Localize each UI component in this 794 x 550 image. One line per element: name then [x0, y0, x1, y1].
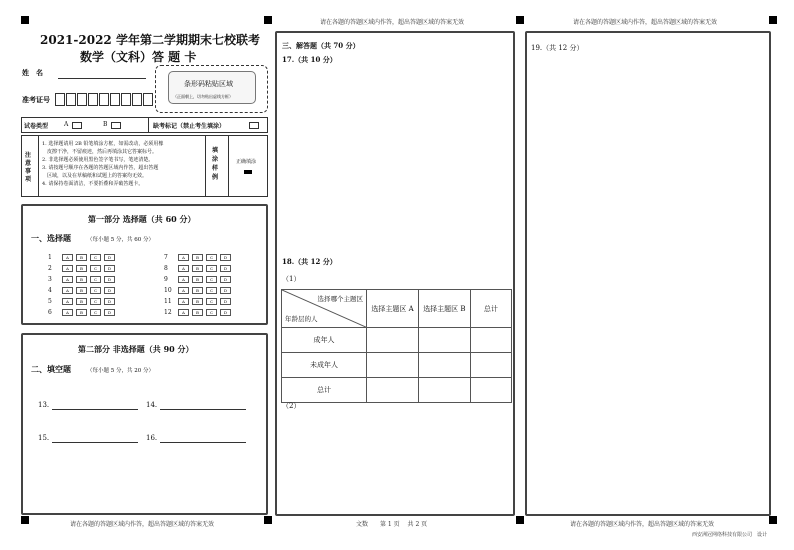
option-c-bubble[interactable]: C — [90, 309, 101, 316]
option-b-bubble[interactable]: B — [76, 298, 87, 305]
registration-mark — [516, 16, 524, 24]
bottom-notice: 请在各题的答题区域内作答，超出答题区域的答案无效 — [570, 521, 715, 528]
option-b-bubble[interactable]: B — [76, 265, 87, 272]
question-number: 8 — [164, 265, 168, 272]
option-b-bubble[interactable]: B — [192, 298, 203, 305]
option-a-bubble[interactable]: A — [178, 276, 189, 283]
option-b-bubble[interactable]: B — [76, 254, 87, 261]
option-d-bubble[interactable]: D — [220, 276, 231, 283]
q18-part1-label: （1） — [282, 275, 301, 283]
table-row-label: 成年人 — [282, 328, 367, 353]
option-b-bubble[interactable]: B — [192, 309, 203, 316]
registration-mark — [516, 516, 524, 524]
choice-question-row — [164, 309, 234, 316]
table-header: 总计 — [470, 290, 511, 328]
registration-mark — [264, 516, 272, 524]
option-a-bubble[interactable]: A — [62, 276, 73, 283]
q18-answer-area[interactable] — [280, 412, 510, 512]
question-number: 11 — [164, 298, 172, 305]
registration-mark — [769, 16, 777, 24]
option-d-bubble[interactable]: D — [220, 287, 231, 294]
absent-box[interactable] — [249, 122, 259, 129]
page-info: 文数 第 1 页 共 2 页 — [356, 521, 428, 528]
top-notice: 请在各题的答题区域内作答，超出答题区域的答案无效 — [320, 19, 465, 26]
choice-question-row — [164, 287, 234, 294]
table-cell[interactable] — [367, 378, 419, 403]
option-c-bubble[interactable]: C — [90, 276, 101, 283]
option-d-bubble[interactable]: D — [104, 265, 115, 272]
option-d-bubble[interactable]: D — [220, 265, 231, 272]
option-a-bubble[interactable]: A — [178, 298, 189, 305]
part1-title: 第一部分 选择题（共 60 分） — [88, 214, 196, 224]
choice-question-row — [48, 254, 118, 261]
instruction-item: 皮擦干净，不留痕迹，然后再填涂其它答案标号。 — [42, 149, 158, 155]
option-a-bubble[interactable]: A — [62, 265, 73, 272]
option-d-bubble[interactable]: D — [220, 254, 231, 261]
fill-section-note: （每小题 5 分，共 20 分） — [87, 368, 154, 374]
table-header: 选择主题区 B — [418, 290, 470, 328]
table-corner-top: 选择哪个主题区 — [317, 295, 364, 303]
question-number: 2 — [48, 265, 52, 272]
question-number: 1 — [48, 254, 52, 261]
option-c-bubble[interactable]: C — [90, 298, 101, 305]
option-d-bubble[interactable]: D — [104, 309, 115, 316]
choice-question-row — [48, 265, 118, 272]
paper-type-label: 试卷类型 — [24, 123, 49, 130]
choice-section-note: （每小题 5 分，共 60 分） — [87, 237, 154, 243]
option-c-bubble[interactable]: C — [90, 265, 101, 272]
q13-label: 13. — [38, 401, 50, 409]
option-b-bubble[interactable]: B — [76, 309, 87, 316]
table-corner-cell — [282, 290, 367, 328]
instruction-item: 区域，以及在草稿纸和试题上的答案均无效。 — [42, 173, 148, 179]
table-cell[interactable] — [418, 378, 470, 403]
name-label: 姓 名 — [22, 68, 43, 77]
option-a-bubble[interactable]: A — [62, 298, 73, 305]
paper-type-a-box[interactable] — [72, 122, 82, 129]
choice-question-row — [48, 309, 118, 316]
paper-type-b-label: B — [103, 121, 108, 128]
option-d-bubble[interactable]: D — [104, 287, 115, 294]
divider — [205, 135, 206, 197]
exam-id-label: 准考证号 — [22, 95, 50, 104]
instruction-item: 3. 请按题号顺序在各题的答题区域内作答，超出答题 — [42, 165, 159, 171]
choice-question-row — [48, 298, 118, 305]
q15-label: 15. — [38, 434, 50, 442]
q17-answer-area[interactable] — [280, 66, 510, 252]
choice-question-row — [164, 254, 234, 261]
top-notice: 请在各题的答题区域内作答，超出答题区域的答案无效 — [573, 19, 718, 26]
contingency-table — [281, 289, 512, 403]
choice-question-row — [164, 276, 234, 283]
table-row-label: 总计 — [282, 378, 367, 403]
option-a-bubble[interactable]: A — [62, 287, 73, 294]
instructions-label: 注意事项 — [25, 152, 32, 183]
choice-question-row — [48, 276, 118, 283]
paper-type-row — [21, 117, 268, 133]
option-d-bubble[interactable]: D — [220, 309, 231, 316]
table-cell[interactable] — [367, 353, 419, 378]
exam-id-boxes[interactable] — [55, 91, 154, 110]
paper-type-b-box[interactable] — [111, 122, 121, 129]
correct-fill-label: 正确填涂 — [236, 159, 257, 165]
choice-question-row — [164, 265, 234, 272]
option-c-bubble[interactable]: C — [206, 298, 217, 305]
choice-question-row — [164, 298, 234, 305]
registration-mark — [264, 16, 272, 24]
option-d-bubble[interactable]: D — [220, 298, 231, 305]
option-b-bubble[interactable]: B — [192, 265, 203, 272]
filled-sample-mark — [244, 170, 252, 174]
option-c-bubble[interactable]: C — [206, 309, 217, 316]
question-number: 9 — [164, 276, 168, 283]
q18-part2-label: （2） — [282, 402, 301, 410]
table-cell[interactable] — [367, 328, 419, 353]
option-b-bubble[interactable]: B — [192, 287, 203, 294]
table-cell[interactable] — [470, 378, 511, 403]
divider — [228, 135, 229, 197]
table-cell[interactable] — [418, 353, 470, 378]
question-number: 3 — [48, 276, 52, 283]
question-number: 10 — [164, 287, 172, 294]
footer-credit: 西安洲冠网络科技有限公司 设计 — [692, 532, 768, 538]
option-c-bubble[interactable]: C — [90, 287, 101, 294]
barcode-title: 条形码粘贴区域 — [184, 80, 233, 88]
option-c-bubble[interactable]: C — [206, 265, 217, 272]
exam-title: 2021-2022 学年第二学期期末七校联考 — [40, 33, 260, 47]
fill-section-title: 二、填空题 — [31, 364, 71, 374]
table-header: 选择主题区 A — [367, 290, 419, 328]
choice-section-title: 一、选择题 — [31, 233, 71, 243]
option-c-bubble[interactable]: C — [206, 276, 217, 283]
question-number: 6 — [48, 309, 52, 316]
option-c-bubble[interactable]: C — [206, 254, 217, 261]
instruction-item: 1. 选择题请用 2B 铅笔填涂方框，如需改动，必须用橡 — [42, 141, 164, 147]
registration-mark — [21, 516, 29, 524]
option-a-bubble[interactable]: A — [178, 287, 189, 294]
part2-box — [21, 333, 268, 515]
table-row-label: 未成年人 — [282, 353, 367, 378]
registration-mark — [21, 16, 29, 24]
answer-section-title: 三、解答题（共 70 分） — [282, 41, 360, 50]
q15-answer-line[interactable] — [52, 442, 138, 443]
q17-title: 17.（共 10 分） — [282, 55, 337, 64]
barcode-note: （正面朝上，切勿贴出虚线方框） — [173, 94, 233, 99]
option-b-bubble[interactable]: B — [192, 254, 203, 261]
option-a-bubble[interactable]: A — [62, 309, 73, 316]
option-b-bubble[interactable]: B — [76, 287, 87, 294]
q19-title: 19.（共 12 分） — [531, 44, 584, 52]
option-a-bubble[interactable]: A — [178, 254, 189, 261]
fill-sample-label: 填涂样例 — [212, 147, 219, 181]
option-a-bubble[interactable]: A — [178, 309, 189, 316]
q14-answer-line[interactable] — [160, 409, 246, 410]
option-b-bubble[interactable]: B — [192, 276, 203, 283]
q19-answer-area[interactable] — [530, 56, 766, 511]
question-number: 12 — [164, 309, 172, 316]
bottom-notice: 请在各题的答题区域内作答，超出答题区域的答案无效 — [70, 521, 215, 528]
option-c-bubble[interactable]: C — [206, 287, 217, 294]
table-cell[interactable] — [470, 328, 511, 353]
table-corner-bottom: 年龄层的人 — [285, 315, 318, 323]
name-field[interactable] — [58, 78, 146, 79]
table-cell[interactable] — [470, 353, 511, 378]
choice-question-row — [48, 287, 118, 294]
question-number: 5 — [48, 298, 52, 305]
option-a-bubble[interactable]: A — [178, 265, 189, 272]
option-d-bubble[interactable]: D — [104, 276, 115, 283]
option-d-bubble[interactable]: D — [104, 298, 115, 305]
option-b-bubble[interactable]: B — [76, 276, 87, 283]
table-cell[interactable] — [418, 328, 470, 353]
q16-answer-line[interactable] — [160, 442, 246, 443]
divider — [38, 135, 39, 197]
paper-type-a-label: A — [64, 121, 69, 128]
option-c-bubble[interactable]: C — [90, 254, 101, 261]
q13-answer-line[interactable] — [52, 409, 138, 410]
registration-mark — [769, 516, 777, 524]
part2-title: 第二部分 非选择题（共 90 分） — [78, 344, 194, 354]
instruction-item: 2. 非选择题必须使用黑色签字笔书写，笔迹清楚。 — [42, 157, 154, 163]
q16-label: 16. — [146, 434, 158, 442]
question-number: 7 — [164, 254, 168, 261]
question-number: 4 — [48, 287, 52, 294]
instruction-item: 4. 请保持卷面清洁，不要折叠和弄破答题卡。 — [42, 181, 144, 187]
option-d-bubble[interactable]: D — [104, 254, 115, 261]
option-a-bubble[interactable]: A — [62, 254, 73, 261]
row-divider — [148, 117, 149, 133]
absent-label: 缺考标记（禁止考生填涂） — [153, 123, 226, 130]
q18-title: 18.（共 12 分） — [282, 257, 337, 266]
answer-sheet-title: 数学（文科）答 题 卡 — [80, 50, 197, 64]
q14-label: 14. — [146, 401, 158, 409]
